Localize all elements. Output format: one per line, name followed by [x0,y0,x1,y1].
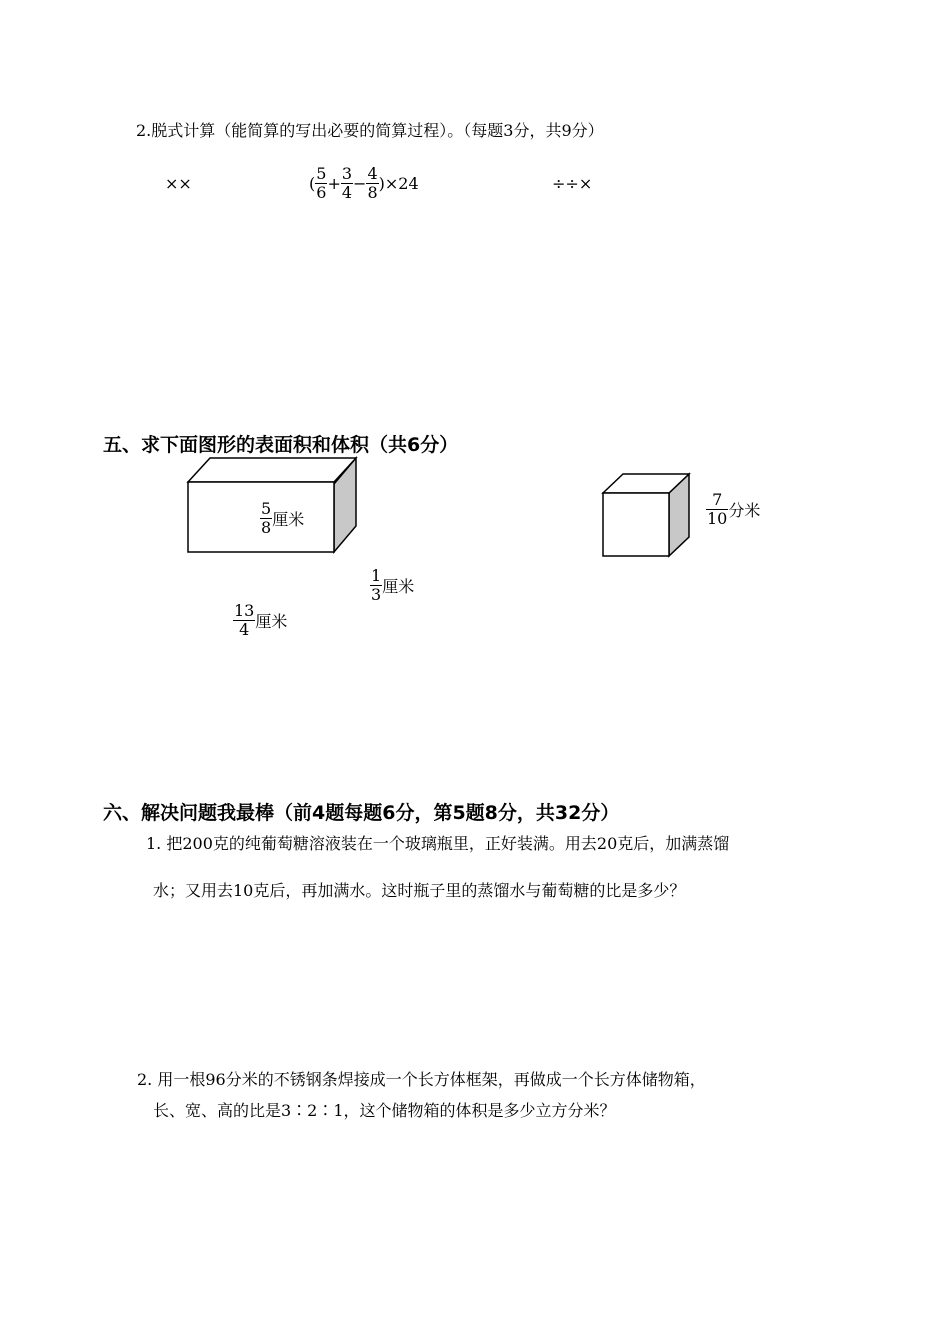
expr2-open-paren: ( [309,174,316,193]
q2-expression-3: ÷÷× [552,174,593,193]
problem2-line1: 2. 用一根96分米的不锈钢条焊接成一个长方体框架，再做成一个长方体储物箱， [137,1070,706,1089]
fraction-denominator: 10 [707,509,728,528]
fraction-numerator: 1 [371,566,382,585]
fraction-denominator: 4 [233,620,255,639]
fraction-denominator: 8 [261,518,272,537]
fraction-numerator: 3 [341,164,353,183]
expr2-plus: + [327,174,341,193]
fraction-numerator: 4 [367,164,378,183]
fraction-numerator: 7 [712,490,723,509]
unit-label: 厘米 [272,510,305,529]
section5-title: 五、求下面图形的表面积和体积（共6分） [103,434,459,456]
fraction-denominator: 4 [341,183,353,202]
q2-heading: 2.脱式计算（能简算的写出必要的简算过程）。（每题3分，共9分） [136,121,604,140]
cuboid-top-face [188,458,356,482]
fraction-numerator: 5 [261,499,272,518]
problem1-line2: 水；又用去10克后，再加满水。这时瓶子里的蒸馏水与葡萄糖的比是多少？ [153,881,686,900]
unit-label: 厘米 [255,612,288,631]
fraction-denominator: 3 [371,585,382,604]
unit-label: 厘米 [382,577,415,596]
cuboid-width-label [370,567,414,604]
cube-front-face [603,493,669,556]
fraction-numerator: 5 [316,164,327,183]
unit-label: 分米 [728,501,761,520]
cube-edge-label [706,491,760,528]
cuboid-height-label [260,500,304,537]
expr2-close-times: )×24 [378,174,419,193]
cube-figure [603,474,689,556]
fraction-denominator: 8 [367,183,378,202]
q2-expression-1: ×× [165,174,192,193]
problem1-line1: 1. 把200克的纯葡萄糖溶液装在一个玻璃瓶里，正好装满。用去20克后，加满蒸馏 [146,834,730,853]
problem2-line2: 长、宽、高的比是3∶2∶1，这个储物箱的体积是多少立方分米？ [153,1101,616,1120]
cuboid-length-label [233,602,287,639]
fraction-numerator: 13 [234,601,255,620]
expr2-minus: − [353,174,367,193]
section6-title: 六、解决问题我最棒（前4题每题6分，第5题8分，共32分） [103,802,620,824]
fraction-denominator: 6 [316,183,327,202]
